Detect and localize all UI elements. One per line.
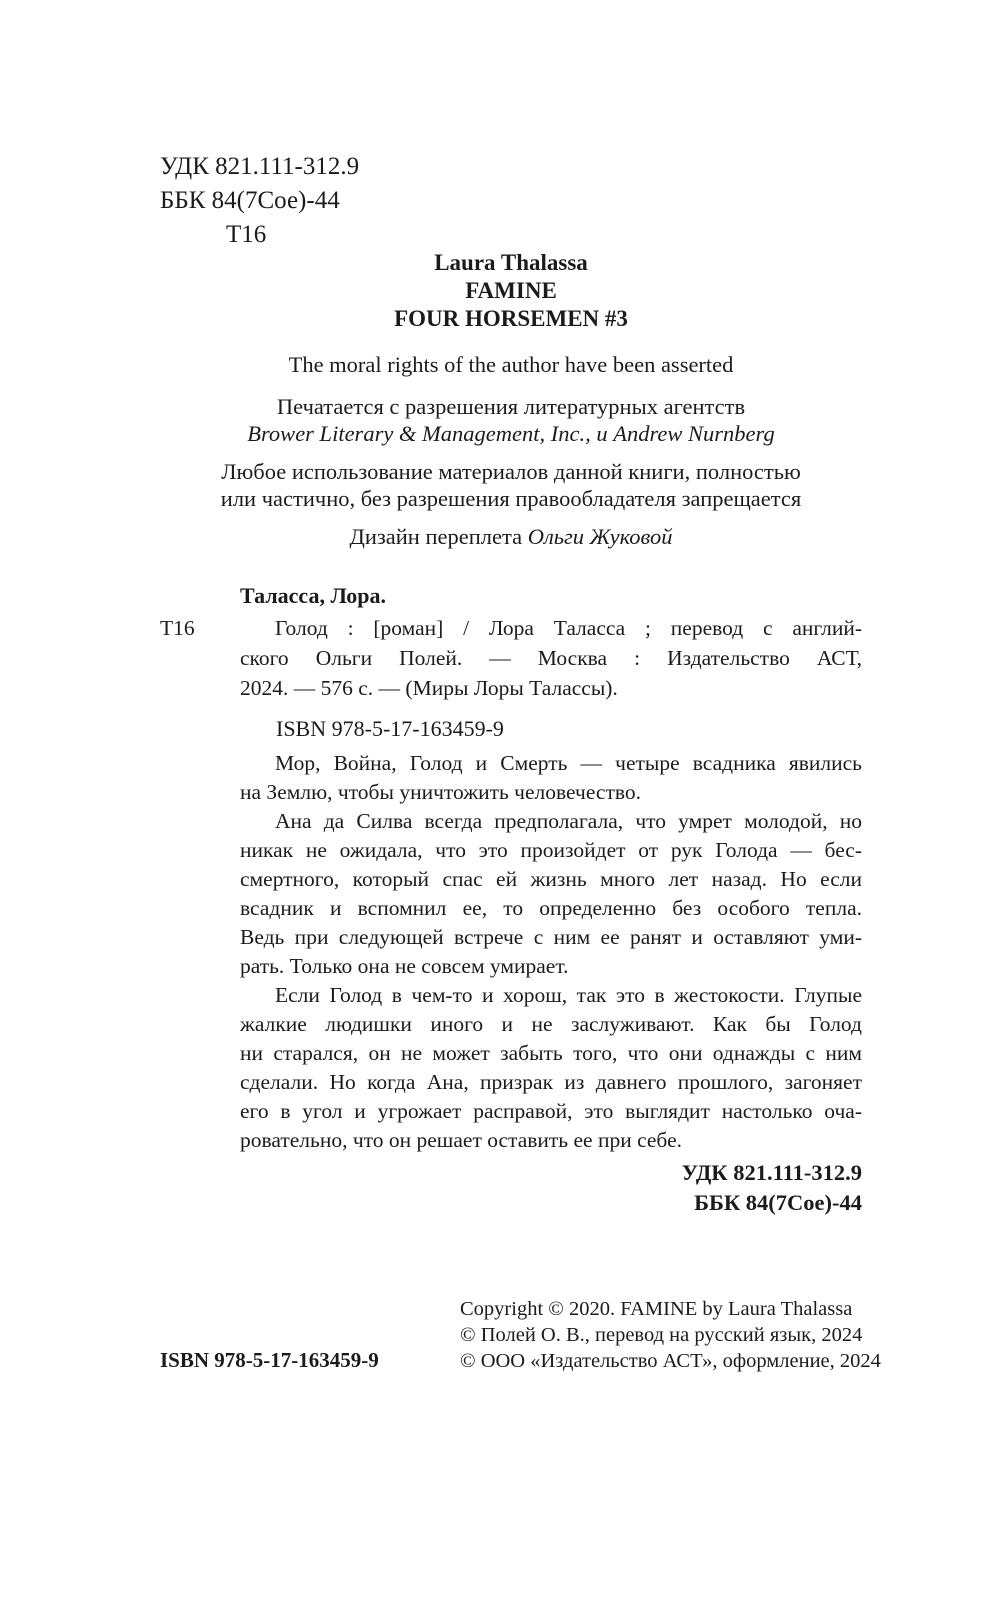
annotation-paragraph [240,807,862,981]
text-line: ни старался, он не может забыть того, что они однажды с ним [240,1041,862,1065]
original-title-block [160,249,862,333]
bbk-code-top: ББК 84(7Сое)-44 [160,187,340,214]
book-title-original: FAMINE [465,278,557,303]
text-line: сделали. Но когда Ана, призрак из давнего прошлого, загоняет [240,1070,862,1094]
text-line: жалкие людишки иного и не заслуживают. Как бы Голод [240,1012,862,1036]
moral-rights-line: The moral rights of the author have been asserted [288,352,734,377]
udk-code-top: УДК 821.111-312.9 [160,153,360,180]
isbn-bottom: ISBN 978-5-17-163459-9 [160,1348,379,1372]
text-line: ровательно, что он решает оставить ее при себе. [240,1128,682,1152]
bbk-code-bottom: ББК 84(7Сое)-44 [694,1190,862,1215]
agency-block [160,393,862,447]
text-line: его в угол и угрожает расправой, это выглядит настолько оча- [240,1099,862,1123]
usage-restriction-block [160,458,862,512]
annotation-block [240,749,862,1155]
text-line: Ведь при следующей встрече с ним ее ранят и оставляют уми- [240,925,862,949]
copyright-block [460,1296,881,1374]
catalog-block [160,613,862,703]
text-line: никак не ожидала, что это произойдет от рук Голода — бес- [240,838,862,862]
text-line: ского Ольги Полей. — Москва : Издательство АСТ, [240,646,862,670]
text-line: рать. Только она не совсем умирает. [240,954,569,978]
text-line: на Землю, чтобы уничтожить человечество. [240,780,641,804]
author-code-top: Т16 [226,221,267,248]
agency-intro-line: Печатается с разрешения литературных агентств [276,394,746,419]
annotation-paragraph [240,981,862,1155]
text-line: Мор, Война, Голод и Смерть — четыре всадника явились [275,751,862,775]
footer-codes-block [160,1158,862,1218]
book-series-original: FOUR HORSEMEN #3 [394,306,628,331]
agency-names-line: Brower Literary & Management, Inc., и Andrew Nurnberg [247,421,775,446]
catalog-author-code: Т16 [160,616,195,640]
text-line: 2024. — 576 с. — (Миры Лоры Талассы). [240,676,618,700]
catalog-entry [240,613,862,703]
book-author: Laura Thalassa [434,250,588,275]
text-line: всадник и вспомнил ее, то определенно без особого тепла. [240,896,862,920]
imprint-top-block [160,150,359,252]
text-line: Любое использование материалов данной книги, полностью [221,459,801,484]
catalog-heading: Таласса, Лора. [240,583,387,608]
udk-code-bottom: УДК 821.111-312.9 [681,1160,862,1185]
annotation-paragraph [240,749,862,807]
text-line: Copyright © 2020. FAMINE by Laura Thalassa [460,1298,853,1320]
text-line: или частично, без разрешения правообладателя запрещается [220,486,802,511]
text-line: смертного, который спас ей жизнь много лет назад. Но если [240,867,862,891]
text-line: Если Голод в чем-то и хорош, так это в жестокости. Глупые [275,983,862,1007]
design-credit-name: Ольги Жуковой [527,524,673,549]
text-line: Голод : [роман] / Лора Таласса ; перевод с англий- [275,616,862,640]
text-line: © ООО «Издательство АСТ», оформление, 2024 [460,1350,881,1372]
catalog-isbn: ISBN 978-5-17-163459-9 [276,716,504,741]
design-credit-label: Дизайн переплета [349,524,528,549]
cover-design-line [160,524,862,550]
text-line: © Полей О. В., перевод на русский язык, 2024 [460,1324,863,1346]
text-line: Ана да Силва всегда предполагала, что умрет молодой, но [275,809,862,833]
